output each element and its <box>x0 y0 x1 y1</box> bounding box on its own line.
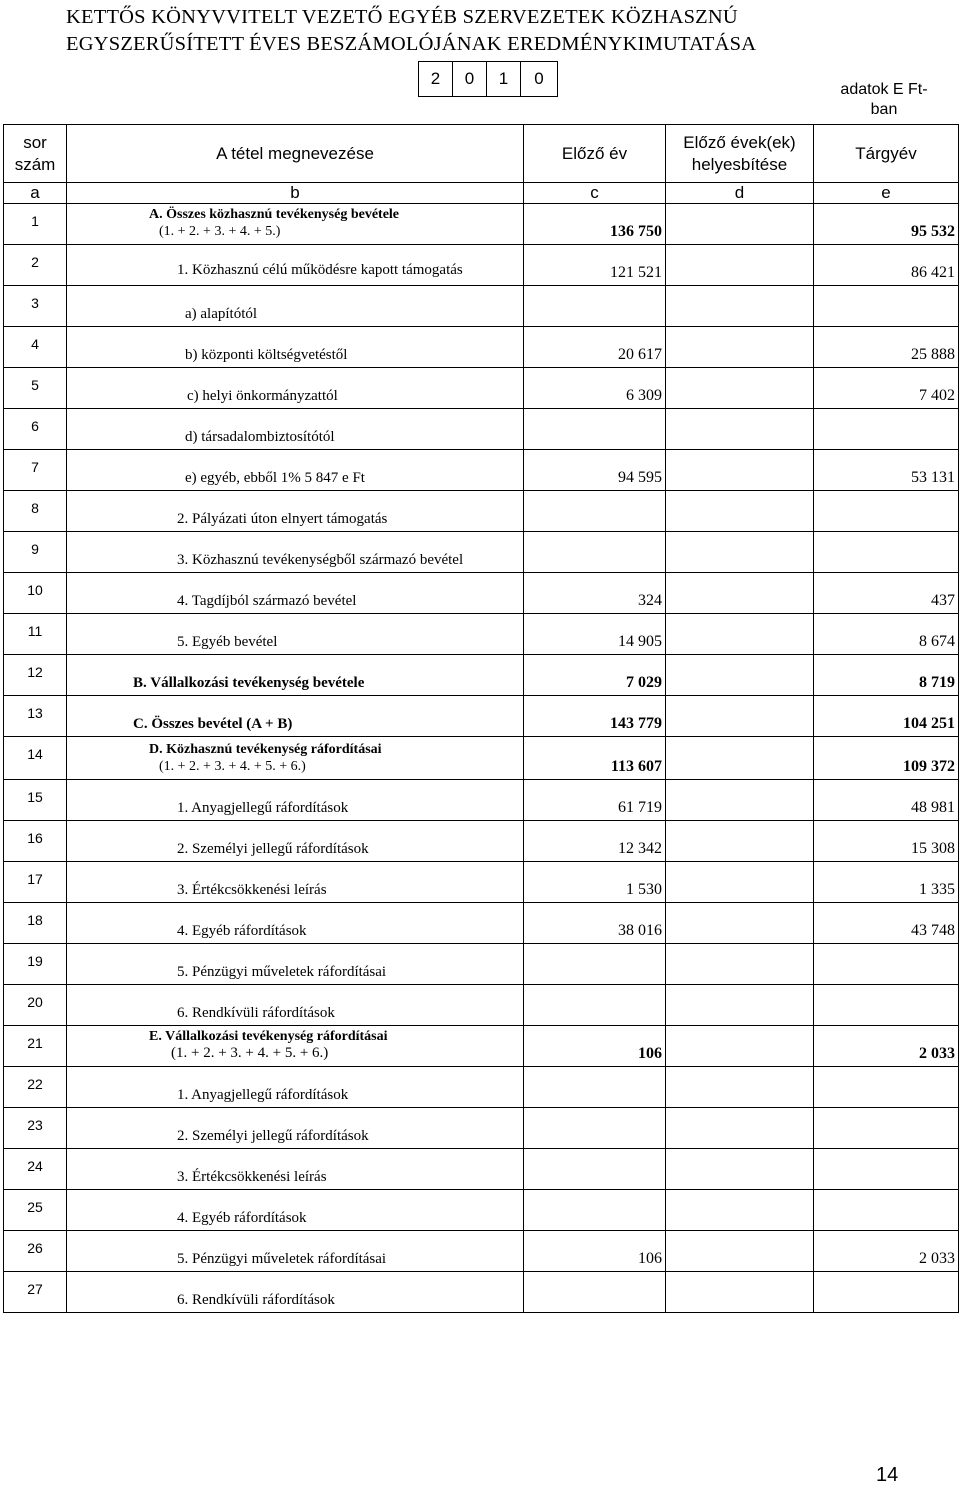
current-year-value <box>814 944 959 985</box>
row-number: 12 <box>4 655 67 696</box>
current-year-value: 15 308 <box>814 821 959 862</box>
correction-value <box>666 1067 814 1108</box>
item-label-cell <box>67 1231 524 1272</box>
row-number: 23 <box>4 1108 67 1149</box>
column-letter: d <box>666 183 814 204</box>
item-label-cell <box>67 862 524 903</box>
correction-value <box>666 944 814 985</box>
correction-value <box>666 985 814 1026</box>
item-label: 3. Értékcsökkenési leírás <box>177 1169 327 1185</box>
column-letter: a <box>4 183 67 204</box>
previous-year-value: 1 530 <box>524 862 666 903</box>
previous-year-value: 94 595 <box>524 450 666 491</box>
item-label-cell <box>67 491 524 532</box>
current-year-value <box>814 1149 959 1190</box>
table-row <box>4 1231 959 1272</box>
row-number: 2 <box>4 245 67 286</box>
previous-year-value: 324 <box>524 573 666 614</box>
item-label: 2. Személyi jellegű ráfordítások <box>177 1128 369 1144</box>
current-year-value <box>814 1108 959 1149</box>
table-row <box>4 368 959 409</box>
page-number: 14 <box>876 1464 899 1486</box>
correction-value <box>666 655 814 696</box>
item-label-cell <box>67 1026 524 1067</box>
row-number: 6 <box>4 409 67 450</box>
column-letter: b <box>67 183 524 204</box>
correction-value <box>666 862 814 903</box>
correction-value <box>666 1190 814 1231</box>
correction-value <box>666 737 814 780</box>
header-row <box>4 125 959 183</box>
row-number: 9 <box>4 532 67 573</box>
table-row <box>4 696 959 737</box>
item-label-cell <box>67 1149 524 1190</box>
row-number: 21 <box>4 1026 67 1067</box>
item-label <box>149 1028 388 1062</box>
previous-year-value: 113 607 <box>524 737 666 780</box>
table-row <box>4 903 959 944</box>
item-label-line-1: A. Összes közhasznú tevékenység bevétele <box>149 207 400 222</box>
current-year-value: 109 372 <box>814 737 959 780</box>
item-label-cell <box>67 903 524 944</box>
table-row <box>4 327 959 368</box>
item-label: 5. Egyéb bevétel <box>177 634 278 650</box>
item-label: 6. Rendkívüli ráfordítások <box>177 1292 335 1308</box>
previous-year-value: 6 309 <box>524 368 666 409</box>
item-label-line-1: D. Közhasznú tevékenység ráfordításai <box>149 742 382 757</box>
current-year-value <box>814 286 959 327</box>
item-label-line-2: (1. + 2. + 3. + 4. + 5.) <box>159 224 281 239</box>
correction-value <box>666 409 814 450</box>
item-label-cell <box>67 450 524 491</box>
item-label: 5. Pénzügyi műveletek ráfordításai <box>177 964 387 980</box>
table-row <box>4 1149 959 1190</box>
correction-value <box>666 573 814 614</box>
header-corrections: Előző évek(ek) helyesbítése <box>666 125 814 183</box>
table-row <box>4 1067 959 1108</box>
current-year-value: 2 033 <box>814 1231 959 1272</box>
row-number: 17 <box>4 862 67 903</box>
row-number: 3 <box>4 286 67 327</box>
column-letter: e <box>814 183 959 204</box>
item-label: 1. Közhasznú célú működésre kapott támogatás <box>177 262 463 278</box>
current-year-value <box>814 1067 959 1108</box>
previous-year-value: 12 342 <box>524 821 666 862</box>
item-label-cell <box>67 204 524 245</box>
previous-year-value: 20 617 <box>524 327 666 368</box>
year-digit: 0 <box>453 62 487 96</box>
item-label: b) központi költségvetéstől <box>185 347 348 363</box>
item-label-cell <box>67 327 524 368</box>
correction-value <box>666 1026 814 1067</box>
item-label: 1. Anyagjellegű ráfordítások <box>177 800 349 816</box>
row-number: 24 <box>4 1149 67 1190</box>
current-year-value: 8 674 <box>814 614 959 655</box>
previous-year-value <box>524 1108 666 1149</box>
row-number: 19 <box>4 944 67 985</box>
item-label: 4. Egyéb ráfordítások <box>177 923 307 939</box>
previous-year-value <box>524 944 666 985</box>
previous-year-value: 61 719 <box>524 780 666 821</box>
previous-year-value <box>524 1149 666 1190</box>
item-label-cell <box>67 655 524 696</box>
item-label-cell <box>67 1272 524 1313</box>
column-letter-row <box>4 183 959 204</box>
table-row <box>4 491 959 532</box>
table-row <box>4 944 959 985</box>
current-year-value <box>814 985 959 1026</box>
item-label-cell <box>67 737 524 780</box>
item-label-cell <box>67 780 524 821</box>
row-number: 16 <box>4 821 67 862</box>
previous-year-value <box>524 1190 666 1231</box>
item-label-cell <box>67 944 524 985</box>
item-label-cell <box>67 1067 524 1108</box>
correction-value <box>666 450 814 491</box>
column-letter: c <box>524 183 666 204</box>
previous-year-value <box>524 409 666 450</box>
item-label: 2. Pályázati úton elnyert támogatás <box>177 511 388 527</box>
header-previous-year: Előző év <box>524 125 666 183</box>
year-box <box>418 61 558 97</box>
item-label-cell <box>67 614 524 655</box>
item-label-cell <box>67 532 524 573</box>
title-line-2: EGYSZERŰSÍTETT ÉVES BESZÁMOLÓJÁNAK EREDMÉNYKIMUTATÁSA <box>66 33 757 55</box>
previous-year-value: 106 <box>524 1026 666 1067</box>
previous-year-value: 136 750 <box>524 204 666 245</box>
item-label-cell <box>67 821 524 862</box>
current-year-value <box>814 532 959 573</box>
table-row <box>4 821 959 862</box>
item-label: 2. Személyi jellegű ráfordítások <box>177 841 369 857</box>
current-year-value <box>814 409 959 450</box>
header-row-number: sor szám <box>4 125 67 183</box>
current-year-value: 1 335 <box>814 862 959 903</box>
correction-value <box>666 1231 814 1272</box>
income-statement-table <box>3 124 959 1313</box>
row-number: 15 <box>4 780 67 821</box>
row-number: 10 <box>4 573 67 614</box>
item-label-line-1: E. Vállalkozási tevékenység ráfordításai <box>149 1029 388 1044</box>
row-number: 7 <box>4 450 67 491</box>
item-label: C. Összes bevétel (A + B) <box>133 716 293 732</box>
item-label: e) egyéb, ebből 1% 5 847 e Ft <box>185 470 365 486</box>
row-number: 11 <box>4 614 67 655</box>
table-row <box>4 573 959 614</box>
correction-value <box>666 204 814 245</box>
correction-value <box>666 1149 814 1190</box>
correction-value <box>666 1108 814 1149</box>
table-row <box>4 780 959 821</box>
item-label: 4. Egyéb ráfordítások <box>177 1210 307 1226</box>
previous-year-value <box>524 1272 666 1313</box>
current-year-value: 8 719 <box>814 655 959 696</box>
correction-value <box>666 696 814 737</box>
header-item-name: A tétel megnevezése <box>67 125 524 183</box>
item-label-cell <box>67 286 524 327</box>
table-row <box>4 614 959 655</box>
row-number: 27 <box>4 1272 67 1313</box>
table-row <box>4 409 959 450</box>
item-label: a) alapítótól <box>185 306 258 322</box>
row-number: 13 <box>4 696 67 737</box>
item-label-cell <box>67 573 524 614</box>
item-label-cell <box>67 245 524 286</box>
previous-year-value: 7 029 <box>524 655 666 696</box>
document-title <box>66 4 946 58</box>
item-label: d) társadalombiztosítótól <box>185 429 335 445</box>
current-year-value <box>814 1190 959 1231</box>
previous-year-value: 121 521 <box>524 245 666 286</box>
table-row <box>4 862 959 903</box>
item-label: B. Vállalkozási tevékenység bevétele <box>133 675 365 691</box>
row-number: 1 <box>4 204 67 245</box>
current-year-value: 2 033 <box>814 1026 959 1067</box>
item-label: 1. Anyagjellegű ráfordítások <box>177 1087 349 1103</box>
previous-year-value: 38 016 <box>524 903 666 944</box>
row-number: 5 <box>4 368 67 409</box>
current-year-value: 86 421 <box>814 245 959 286</box>
current-year-value: 48 981 <box>814 780 959 821</box>
table-row <box>4 737 959 780</box>
previous-year-value: 106 <box>524 1231 666 1272</box>
item-label: c) helyi önkormányzattól <box>187 388 338 404</box>
current-year-value: 7 402 <box>814 368 959 409</box>
item-label-line-2: (1. + 2. + 3. + 4. + 5. + 6.) <box>159 759 306 774</box>
correction-value <box>666 491 814 532</box>
table-row <box>4 245 959 286</box>
item-label: 6. Rendkívüli ráfordítások <box>177 1005 335 1021</box>
item-label <box>149 741 382 775</box>
previous-year-value <box>524 532 666 573</box>
row-number: 20 <box>4 985 67 1026</box>
item-label: 4. Tagdíjból származó bevétel <box>177 593 357 609</box>
table-row <box>4 1190 959 1231</box>
item-label: 5. Pénzügyi műveletek ráfordításai <box>177 1251 387 1267</box>
table-row <box>4 532 959 573</box>
item-label <box>149 206 399 240</box>
table-row <box>4 655 959 696</box>
item-label-cell <box>67 1108 524 1149</box>
row-number: 4 <box>4 327 67 368</box>
row-number: 14 <box>4 737 67 780</box>
row-number: 25 <box>4 1190 67 1231</box>
previous-year-value <box>524 985 666 1026</box>
current-year-value <box>814 491 959 532</box>
correction-value <box>666 532 814 573</box>
item-label-cell <box>67 368 524 409</box>
table-row <box>4 1026 959 1067</box>
item-label-cell <box>67 985 524 1026</box>
row-number: 26 <box>4 1231 67 1272</box>
correction-value <box>666 780 814 821</box>
item-label: 3. Értékcsökkenési leírás <box>177 882 327 898</box>
correction-value <box>666 821 814 862</box>
item-label-line-2: (1. + 2. + 3. + 4. + 5. + 6.) <box>171 1045 329 1061</box>
correction-value <box>666 903 814 944</box>
year-digit: 1 <box>487 62 521 96</box>
item-label-cell <box>67 409 524 450</box>
table-row <box>4 1272 959 1313</box>
row-number: 8 <box>4 491 67 532</box>
previous-year-value: 143 779 <box>524 696 666 737</box>
year-digit: 2 <box>419 62 453 96</box>
item-label-cell <box>67 1190 524 1231</box>
item-label-cell <box>67 696 524 737</box>
table-row <box>4 450 959 491</box>
current-year-value: 43 748 <box>814 903 959 944</box>
current-year-value: 104 251 <box>814 696 959 737</box>
previous-year-value <box>524 1067 666 1108</box>
current-year-value <box>814 1272 959 1313</box>
item-label: 3. Közhasznú tevékenységből származó bevétel <box>177 552 464 568</box>
table-row <box>4 286 959 327</box>
correction-value <box>666 1272 814 1313</box>
units-note: adatok E Ft-ban <box>840 81 928 118</box>
row-number: 18 <box>4 903 67 944</box>
correction-value <box>666 286 814 327</box>
previous-year-value: 14 905 <box>524 614 666 655</box>
header-current-year: Tárgyév <box>814 125 959 183</box>
table-row <box>4 204 959 245</box>
correction-value <box>666 368 814 409</box>
correction-value <box>666 614 814 655</box>
current-year-value: 25 888 <box>814 327 959 368</box>
current-year-value: 437 <box>814 573 959 614</box>
previous-year-value <box>524 491 666 532</box>
current-year-value: 95 532 <box>814 204 959 245</box>
correction-value <box>666 245 814 286</box>
table-row <box>4 1108 959 1149</box>
current-year-value: 53 131 <box>814 450 959 491</box>
year-digit: 0 <box>534 69 544 88</box>
table-row <box>4 985 959 1026</box>
title-line-1: KETTŐS KÖNYVVITELT VEZETŐ EGYÉB SZERVEZETEK KÖZHASZNÚ <box>66 6 738 28</box>
previous-year-value <box>524 286 666 327</box>
row-number: 22 <box>4 1067 67 1108</box>
correction-value <box>666 327 814 368</box>
